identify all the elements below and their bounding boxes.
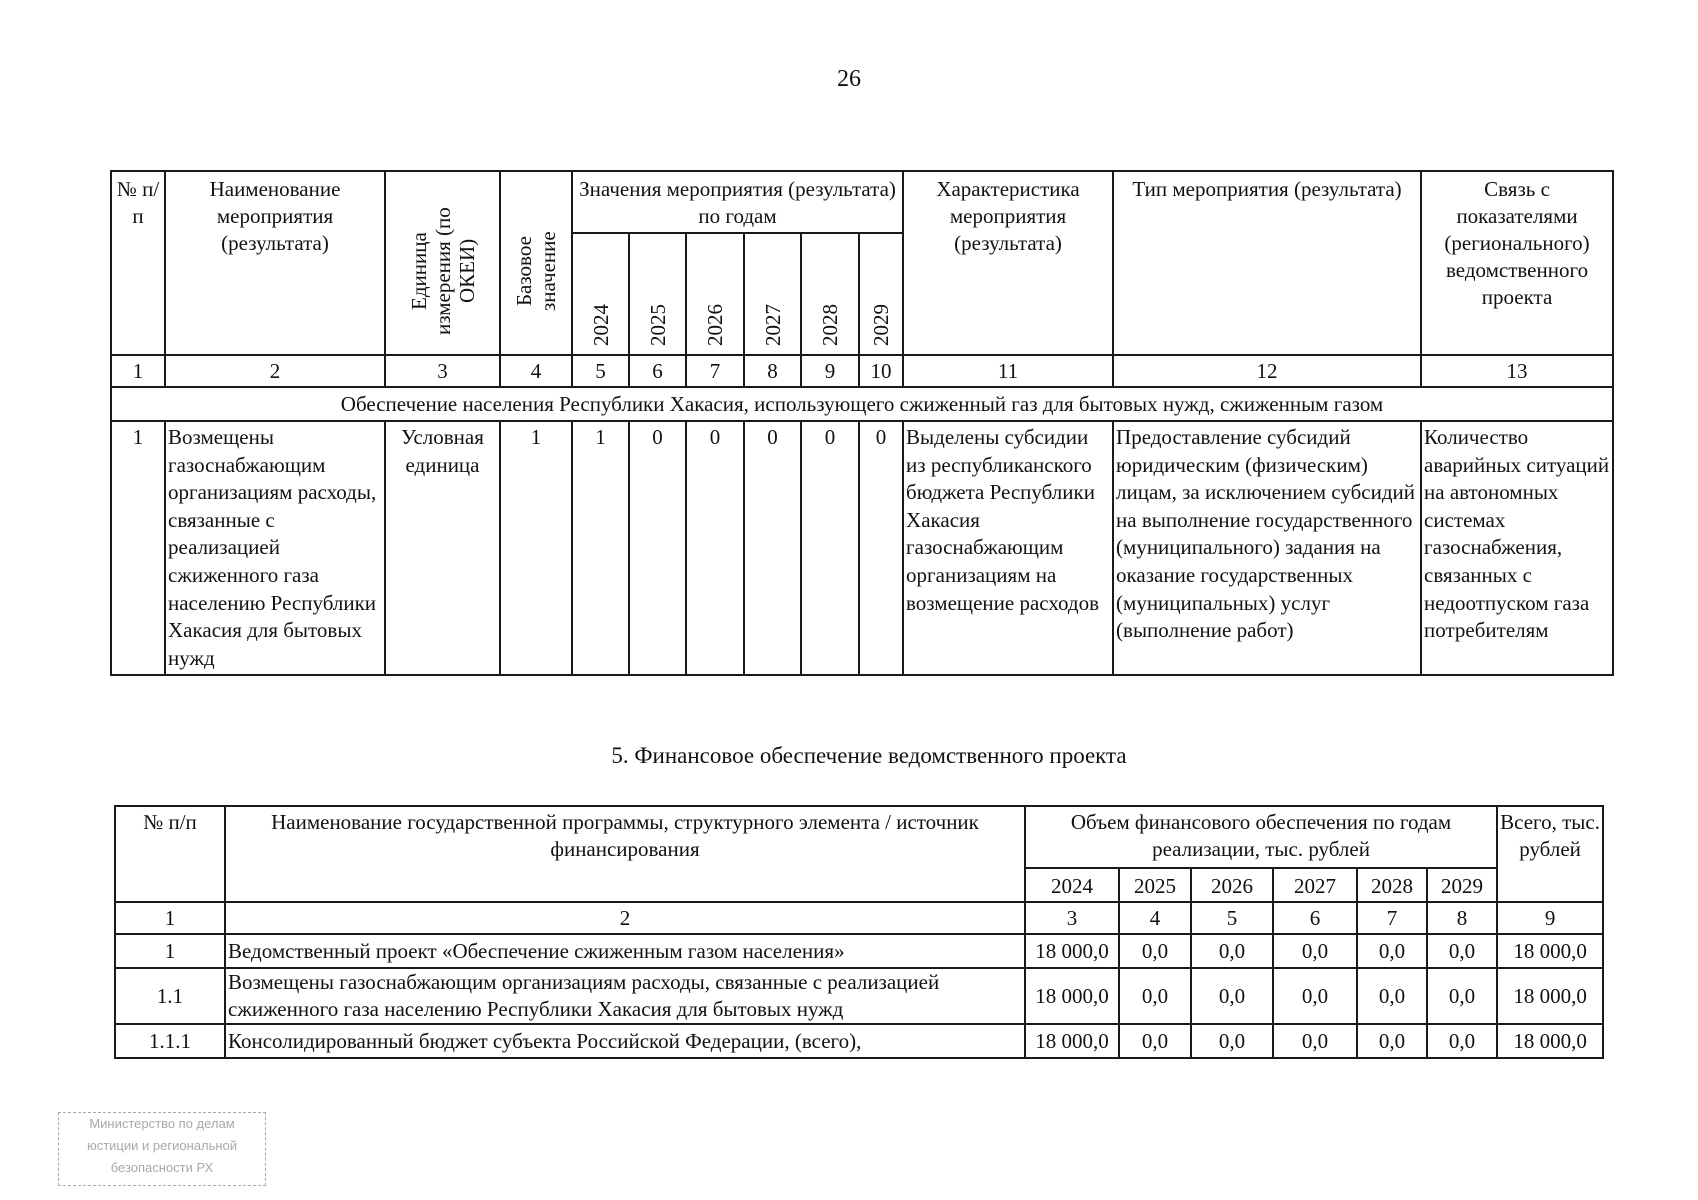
fin-row-total: 18 000,0 bbox=[1497, 1024, 1603, 1058]
header-year bbox=[572, 233, 629, 355]
column-number: 13 bbox=[1421, 355, 1613, 387]
header-link: Связь с показателями (регионального) ведомственного проекта bbox=[1421, 171, 1613, 355]
fin-header-num: № п/п bbox=[115, 806, 225, 902]
header-year bbox=[859, 233, 903, 355]
fin-row-num: 1.1.1 bbox=[115, 1024, 225, 1058]
activities-table bbox=[110, 170, 1614, 676]
fin-row-value: 0,0 bbox=[1119, 934, 1191, 968]
registration-stamp bbox=[58, 1112, 266, 1186]
fin-row-value: 0,0 bbox=[1357, 968, 1427, 1024]
fin-row-name: Ведомственный проект «Обеспечение сжиженным газом населения» bbox=[225, 934, 1025, 968]
fin-row-value: 0,0 bbox=[1273, 934, 1357, 968]
row-value: 0 bbox=[859, 421, 903, 675]
row-num: 1 bbox=[111, 421, 165, 675]
fin-row-value: 0,0 bbox=[1427, 1024, 1497, 1058]
fin-column-number: 5 bbox=[1191, 902, 1273, 934]
column-number: 2 bbox=[165, 355, 385, 387]
fin-year: 2025 bbox=[1119, 868, 1191, 902]
header-values-group: Значения мероприятия (результата) по годам bbox=[572, 171, 903, 233]
fin-row-value: 0,0 bbox=[1119, 1024, 1191, 1058]
header-base-text: Базовое значение bbox=[512, 231, 560, 311]
section5-title: 5. Финансовое обеспечение ведомственного проекта bbox=[611, 743, 1127, 768]
header-characteristic: Характеристика мероприятия (результата) bbox=[903, 171, 1113, 355]
row-unit: Условная единица bbox=[385, 421, 500, 675]
column-number: 10 bbox=[859, 355, 903, 387]
header-num: № п/п bbox=[111, 171, 165, 355]
fin-column-number: 4 bbox=[1119, 902, 1191, 934]
fin-column-number: 1 bbox=[115, 902, 225, 934]
fin-row-value: 0,0 bbox=[1191, 968, 1273, 1024]
fin-row-value: 18 000,0 bbox=[1025, 934, 1119, 968]
financing-table bbox=[114, 805, 1604, 1059]
fin-year: 2029 bbox=[1427, 868, 1497, 902]
column-number: 12 bbox=[1113, 355, 1421, 387]
row-base: 1 bbox=[500, 421, 572, 675]
fin-row-value: 0,0 bbox=[1357, 1024, 1427, 1058]
fin-row-total: 18 000,0 bbox=[1497, 968, 1603, 1024]
stamp-line: Министерство по делам bbox=[89, 1116, 235, 1131]
fin-year: 2024 bbox=[1025, 868, 1119, 902]
fin-row-value: 0,0 bbox=[1191, 934, 1273, 968]
row-characteristic: Выделены субсидии из республиканского бюджета Республики Хакасия газоснабжающим организациям на возмещение расходов bbox=[903, 421, 1113, 675]
row-value: 0 bbox=[629, 421, 686, 675]
fin-header-volume: Объем финансового обеспечения по годам реализации, тыс. рублей bbox=[1025, 806, 1497, 868]
section-title-row: Обеспечение населения Республики Хакасия, использующего сжиженный газ для бытовых нужд, сжиженным газом bbox=[111, 387, 1613, 421]
column-number: 4 bbox=[500, 355, 572, 387]
fin-row-value: 0,0 bbox=[1427, 934, 1497, 968]
year-label: 2026 bbox=[703, 304, 727, 346]
column-number: 5 bbox=[572, 355, 629, 387]
year-label: 2024 bbox=[588, 304, 613, 346]
column-number: 11 bbox=[903, 355, 1113, 387]
header-year bbox=[629, 233, 686, 355]
header-name: Наименование мероприятия (результата) bbox=[165, 171, 385, 355]
fin-year: 2027 bbox=[1273, 868, 1357, 902]
column-number: 3 bbox=[385, 355, 500, 387]
year-label: 2028 bbox=[818, 304, 842, 346]
column-number: 6 bbox=[629, 355, 686, 387]
row-value: 0 bbox=[686, 421, 744, 675]
row-value: 0 bbox=[744, 421, 801, 675]
row-value: 0 bbox=[801, 421, 859, 675]
year-label: 2027 bbox=[760, 304, 785, 346]
fin-row-num: 1 bbox=[115, 934, 225, 968]
fin-row-value: 18 000,0 bbox=[1025, 968, 1119, 1024]
column-number: 9 bbox=[801, 355, 859, 387]
column-number: 7 bbox=[686, 355, 744, 387]
fin-year: 2026 bbox=[1191, 868, 1273, 902]
fin-header-total: Всего, тыс. рублей bbox=[1497, 806, 1603, 902]
fin-row-name: Консолидированный бюджет субъекта Российской Федерации, (всего), bbox=[225, 1024, 1025, 1058]
stamp-line: безопасности РХ bbox=[110, 1160, 214, 1175]
row-link: Количество аварийных ситуаций на автономных системах газоснабжения, связанных с недоотпуском газа потребителям bbox=[1421, 421, 1613, 675]
header-unit-text: Единица измерения (по ОКЕИ) bbox=[406, 207, 479, 335]
year-label: 2029 bbox=[869, 304, 894, 346]
fin-column-number: 7 bbox=[1357, 902, 1427, 934]
year-label: 2025 bbox=[645, 304, 670, 346]
fin-column-number: 3 bbox=[1025, 902, 1119, 934]
page-number: 26 bbox=[837, 66, 861, 92]
fin-year: 2028 bbox=[1357, 868, 1427, 902]
stamp-line: юстиции и региональной bbox=[86, 1138, 238, 1153]
header-year bbox=[686, 233, 744, 355]
header-type: Тип мероприятия (результата) bbox=[1113, 171, 1421, 355]
fin-row-value: 0,0 bbox=[1357, 934, 1427, 968]
fin-column-number: 9 bbox=[1497, 902, 1603, 934]
row-name: Возмещены газоснабжающим организациям расходы, связанные с реализацией сжиженного газа населению Республики Хакасия для бытовых нужд bbox=[165, 421, 385, 675]
row-value: 1 bbox=[572, 421, 629, 675]
fin-row-value: 0,0 bbox=[1273, 968, 1357, 1024]
row-type: Предоставление субсидий юридическим (физическим) лицам, за исключением субсидий на выполнение государственного (муниципального) задания на оказание государственных (муниципальных) услуг (выполнение работ) bbox=[1113, 421, 1421, 675]
column-number: 1 bbox=[111, 355, 165, 387]
fin-row-num: 1.1 bbox=[115, 968, 225, 1024]
header-year bbox=[744, 233, 801, 355]
fin-column-number: 6 bbox=[1273, 902, 1357, 934]
fin-header-name: Наименование государственной программы, структурного элемента / источник финансирования bbox=[225, 806, 1025, 902]
fin-column-number: 8 bbox=[1427, 902, 1497, 934]
fin-row-value: 0,0 bbox=[1273, 1024, 1357, 1058]
fin-row-name: Возмещены газоснабжающим организациям расходы, связанные с реализацией сжиженного газа населению Республики Хакасия для бытовых нужд bbox=[225, 968, 1025, 1024]
fin-column-number: 2 bbox=[225, 902, 1025, 934]
fin-row-value: 0,0 bbox=[1427, 968, 1497, 1024]
header-unit bbox=[385, 171, 500, 355]
header-year bbox=[801, 233, 859, 355]
fin-row-total: 18 000,0 bbox=[1497, 934, 1603, 968]
fin-row-value: 18 000,0 bbox=[1025, 1024, 1119, 1058]
fin-row-value: 0,0 bbox=[1191, 1024, 1273, 1058]
header-base bbox=[500, 171, 572, 355]
fin-row-value: 0,0 bbox=[1119, 968, 1191, 1024]
column-number: 8 bbox=[744, 355, 801, 387]
